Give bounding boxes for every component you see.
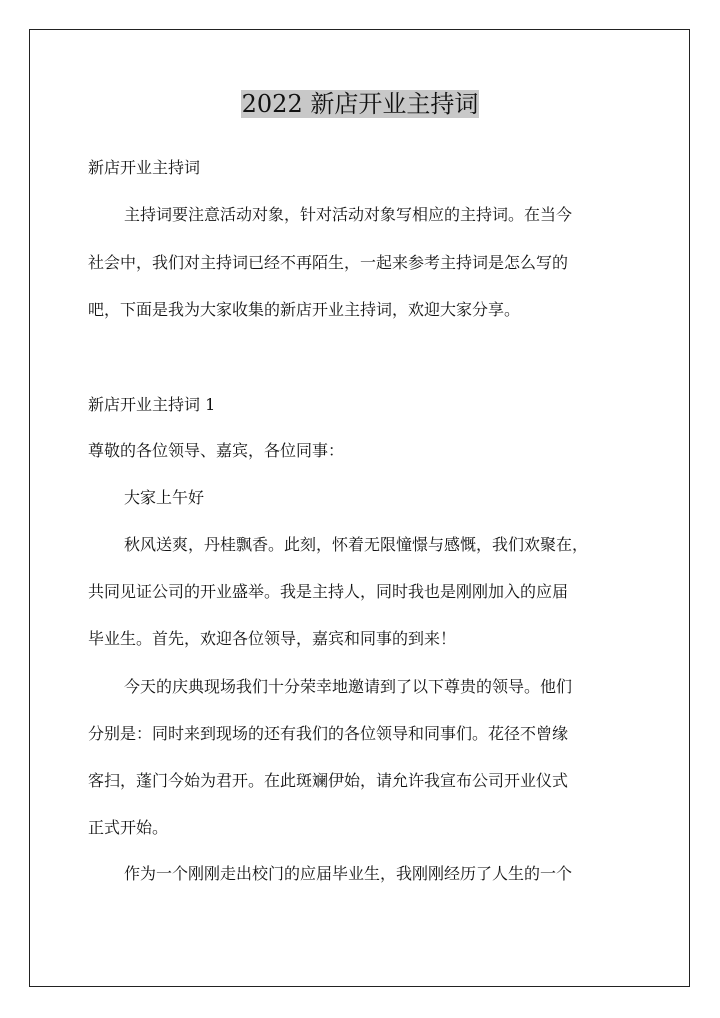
section-heading: 新店开业主持词 1 bbox=[88, 395, 216, 414]
paragraph-line: 主持词要注意活动对象，针对活动对象写相应的主持词。在当今 bbox=[124, 205, 573, 224]
document-title-text: 2022 新店开业主持词 bbox=[241, 90, 479, 118]
paragraph-line: 毕业生。首先，欢迎各位领导，嘉宾和同事的到来！ bbox=[88, 629, 457, 648]
paragraph-line: 分别是：同时来到现场的还有我们的各位领导和同事们。花径不曾缘 bbox=[88, 724, 569, 743]
salutation-line: 尊敬的各位领导、嘉宾，各位同事： bbox=[88, 441, 345, 460]
paragraph-line: 客扫，蓬门今始为君开。在此斑斓伊始，请允许我宣布公司开业仪式 bbox=[88, 771, 569, 790]
section-heading: 新店开业主持词 bbox=[88, 158, 201, 177]
paragraph-line: 秋风送爽，丹桂飘香。此刻，怀着无限憧憬与感慨，我们欢聚在， bbox=[124, 535, 589, 554]
greeting-line: 大家上午好 bbox=[124, 488, 205, 507]
document-title bbox=[0, 86, 720, 122]
paragraph-line: 共同见证公司的开业盛举。我是主持人，同时我也是刚刚加入的应届 bbox=[88, 582, 569, 601]
paragraph-line: 社会中，我们对主持词已经不再陌生，一起来参考主持词是怎么写的 bbox=[88, 253, 569, 272]
paragraph-line: 作为一个刚刚走出校门的应届毕业生，我刚刚经历了人生的一个 bbox=[124, 864, 573, 883]
paragraph-line: 正式开始。 bbox=[88, 818, 169, 837]
paragraph-line: 今天的庆典现场我们十分荣幸地邀请到了以下尊贵的领导。他们 bbox=[124, 677, 573, 696]
paragraph-line: 吧，下面是我为大家收集的新店开业主持词，欢迎大家分享。 bbox=[88, 300, 521, 319]
